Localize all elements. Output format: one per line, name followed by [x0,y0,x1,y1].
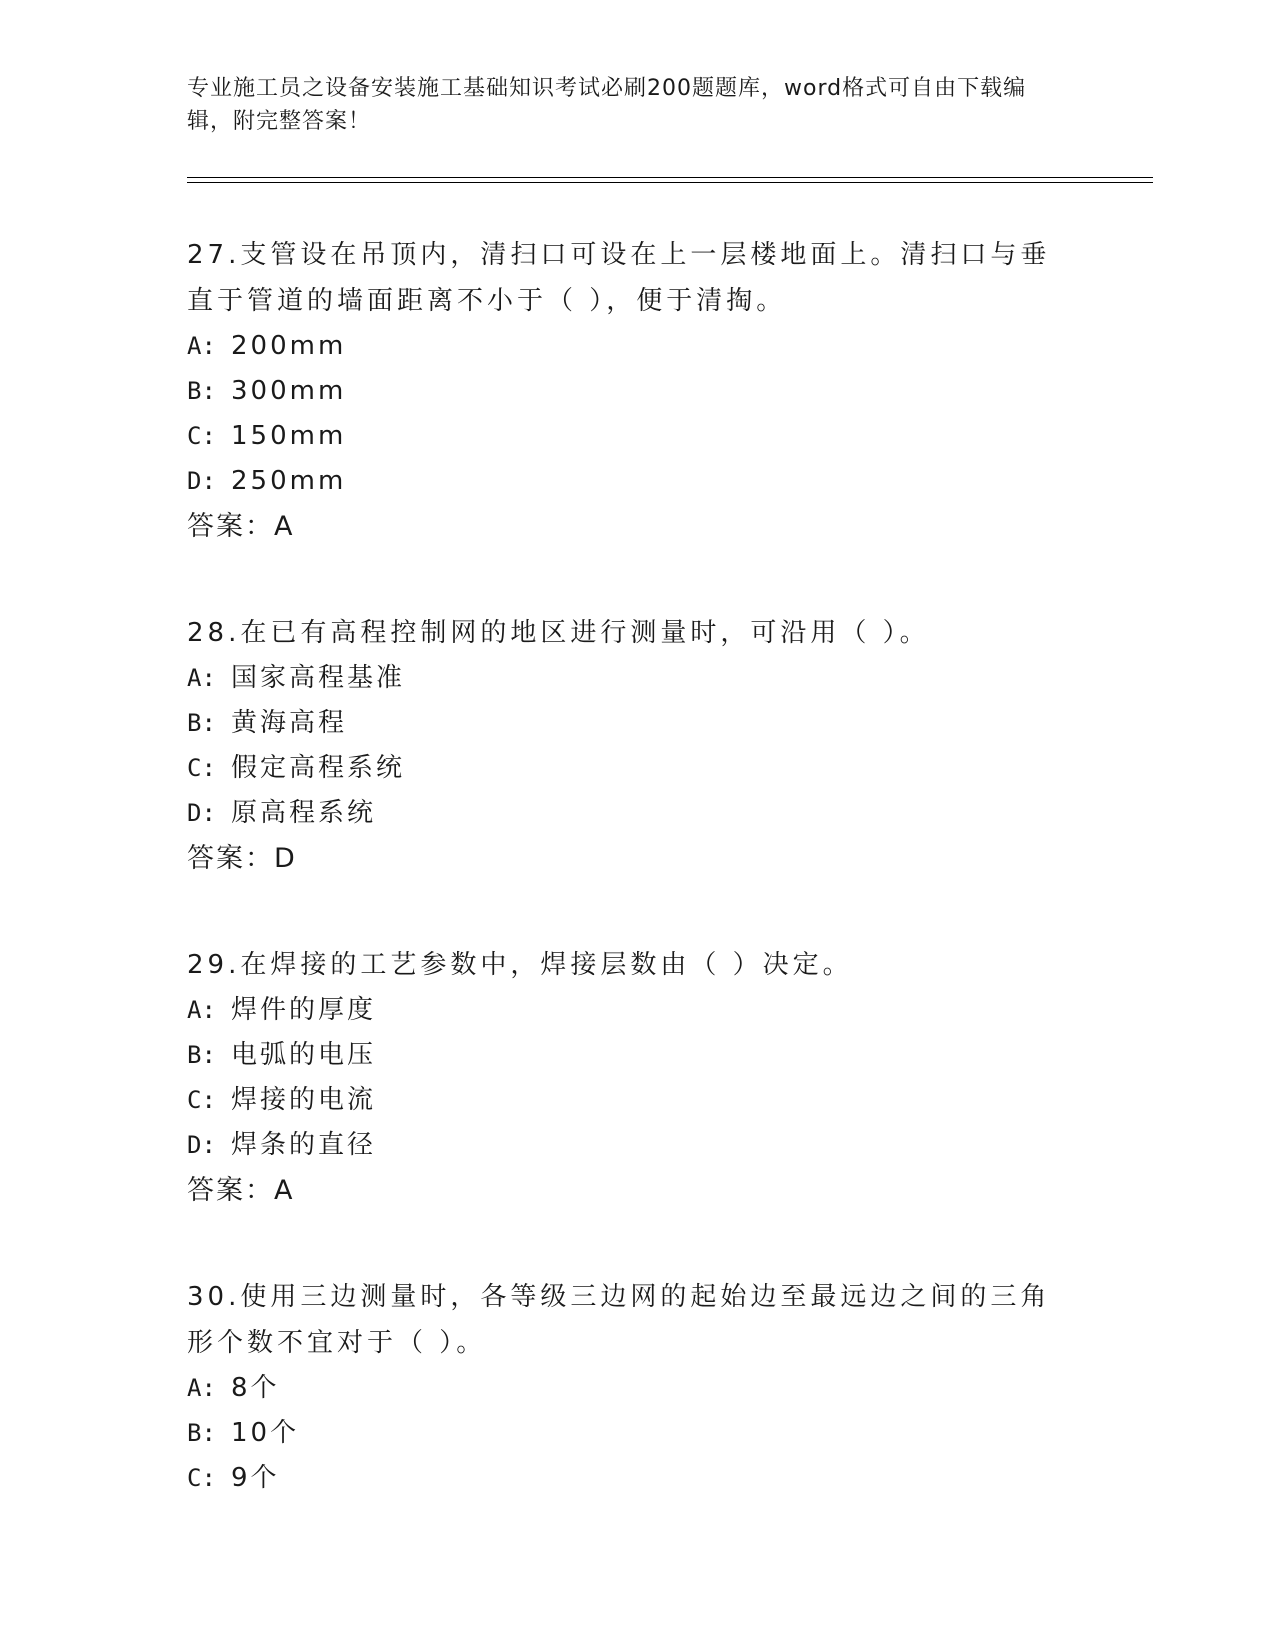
question-27 [187,232,1087,550]
answer-label: 答案：A [187,511,295,542]
option-d [187,791,1087,836]
option-text: 黄海高程 [231,708,348,738]
option-key: B: [187,377,216,405]
header-divider-top [187,177,1153,178]
question-28 [187,610,1087,882]
option-key: D: [187,1131,216,1159]
option-c [187,746,1087,791]
question-text: 30.使用三边测量时，各等级三边网的起始边至最远边之间的三角形个数不宜对于（ ）。 [187,1282,1051,1358]
document-header [187,72,1067,138]
question-spacer [187,882,1087,942]
option-key: C: [187,1086,216,1114]
option-key: A: [187,1374,216,1402]
option-key: A: [187,332,216,360]
option-a [187,656,1087,701]
option-a [187,324,1087,369]
option-key: C: [187,754,216,782]
option-c [187,414,1087,459]
option-key: C: [187,1464,216,1492]
header-divider-bottom [187,182,1153,183]
question-text: 29.在焊接的工艺参数中，焊接层数由（ ）决定。 [187,950,853,980]
question-list [187,232,1087,1501]
option-text: 焊接的电流 [231,1085,377,1115]
option-text: 焊件的厚度 [231,995,377,1025]
option-b [187,369,1087,414]
option-text: 200mm [231,331,347,361]
question-text: 27.支管设在吊顶内，清扫口可设在上一层楼地面上。清扫口与垂直于管道的墙面距离不小于（ ），便于清掏。 [187,240,1051,316]
option-c [187,1078,1087,1123]
option-key: C: [187,422,216,450]
answer-label: 答案：D [187,843,297,874]
option-b [187,1411,1087,1456]
option-text: 8个 [231,1373,280,1403]
option-text: 国家高程基准 [231,663,406,693]
option-text: 9个 [231,1463,280,1493]
option-d [187,459,1087,504]
option-d [187,1123,1087,1168]
question-30 [187,1274,1087,1501]
option-text: 10个 [231,1418,300,1448]
option-key: A: [187,664,216,692]
option-key: B: [187,1419,216,1447]
option-a [187,1366,1087,1411]
question-spacer [187,1214,1087,1274]
option-text: 原高程系统 [231,798,377,828]
option-text: 250mm [231,466,347,496]
option-key: D: [187,467,216,495]
option-c [187,1456,1087,1501]
option-key: B: [187,709,216,737]
question-spacer [187,550,1087,610]
option-text: 150mm [231,421,347,451]
option-key: D: [187,799,216,827]
question-text: 28.在已有高程控制网的地区进行测量时，可沿用（ ）。 [187,618,930,648]
option-b [187,1033,1087,1078]
option-b [187,701,1087,746]
answer-label: 答案：A [187,1175,295,1206]
option-text: 假定高程系统 [231,753,406,783]
question-29 [187,942,1087,1214]
option-key: B: [187,1041,216,1069]
option-text: 焊条的直径 [231,1130,377,1160]
option-key: A: [187,996,216,1024]
option-a [187,988,1087,1033]
header-title: 专业施工员之设备安装施工基础知识考试必刷200题题库，word格式可自由下载编辑，附完整答案！ [187,76,1027,134]
option-text: 电弧的电压 [231,1040,377,1070]
option-text: 300mm [231,376,347,406]
